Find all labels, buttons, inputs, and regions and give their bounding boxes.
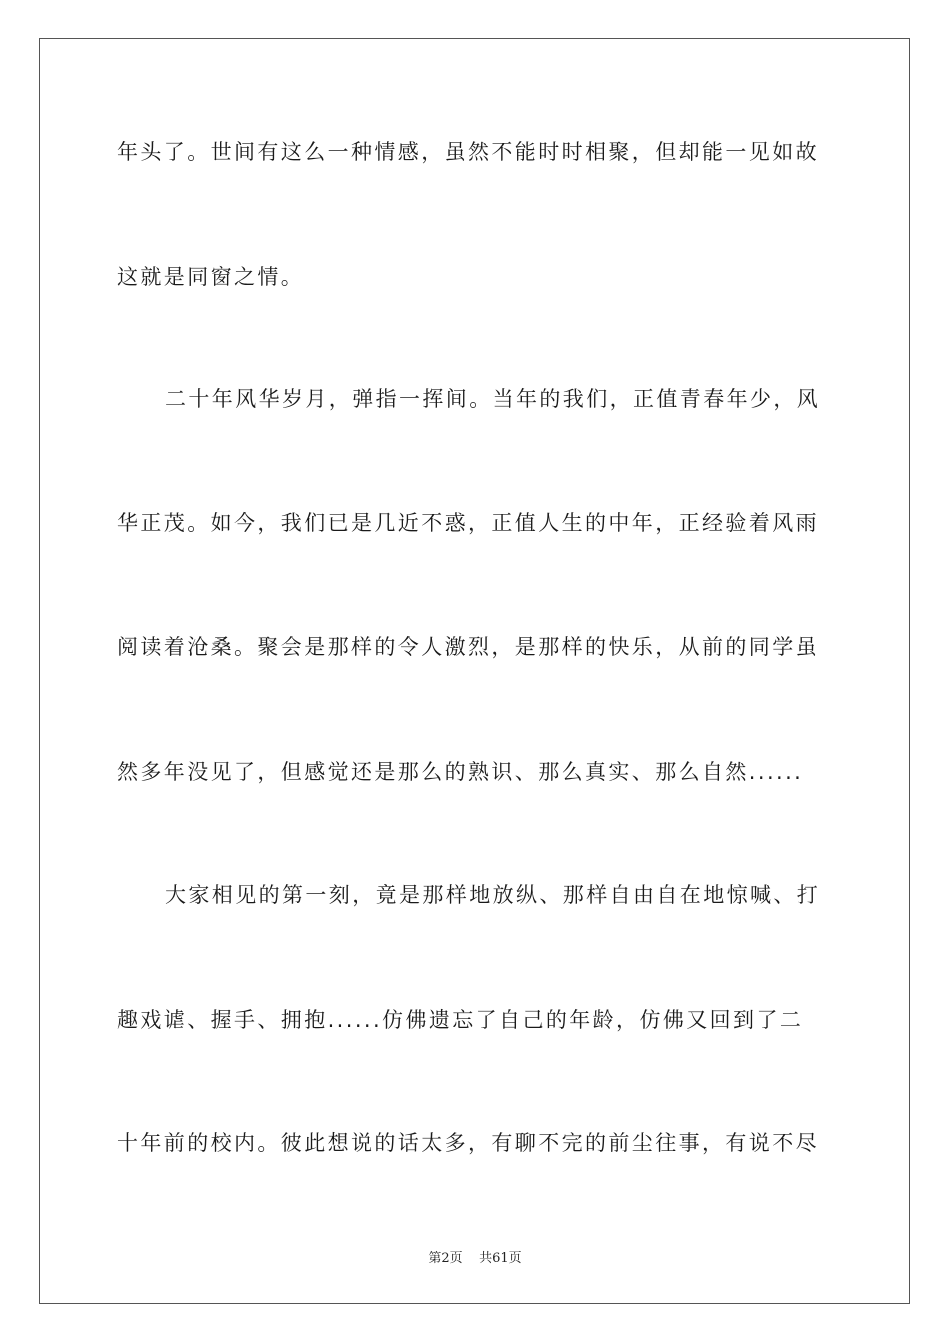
page-number: 第2页: [428, 1251, 463, 1266]
text-line-3: 二十年风华岁月，弹指一挥间。当年的我们，正值青春年少，风: [165, 387, 821, 411]
text-line-6: 然多年没见了，但感觉还是那么的熟识、那么真实、那么自然......: [117, 760, 804, 784]
page-footer: [0, 1247, 950, 1266]
text-line-2: 这就是同窗之情。: [117, 265, 305, 289]
text-line-7: 大家相见的第一刻，竟是那样地放纵、那样自由自在地惊喊、打: [165, 883, 821, 907]
text-line-8: 趣戏谑、握手、拥抱......仿佛遗忘了自己的年龄，仿佛又回到了二: [117, 1008, 804, 1032]
text-line-5: 阅读着沧桑。聚会是那样的令人激烈，是那样的快乐，从前的同学虽: [117, 635, 819, 659]
page-total: 共61页: [479, 1251, 522, 1266]
text-line-9: 十年前的校内。彼此想说的话太多，有聊不完的前尘往事，有说不尽: [117, 1131, 819, 1155]
text-line-1: 年头了。世间有这么一种情感，虽然不能时时相聚，但却能一见如故: [117, 140, 819, 164]
page-frame: [39, 38, 910, 1304]
text-line-4: 华正茂。如今，我们已是几近不惑，正值人生的中年，正经验着风雨: [117, 511, 819, 535]
